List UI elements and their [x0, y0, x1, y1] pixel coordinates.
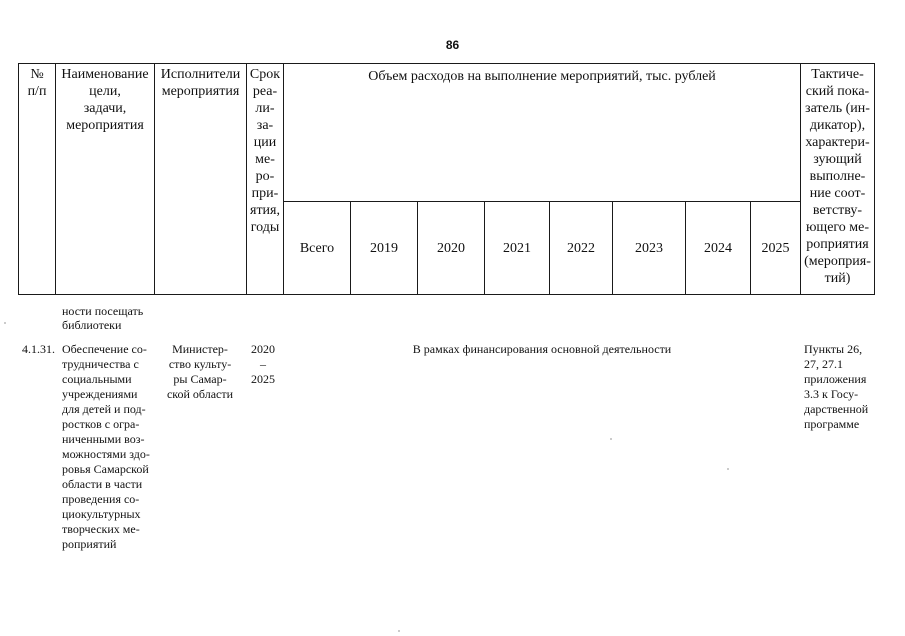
header-year: 2022: [550, 202, 613, 295]
header-year: 2024: [686, 202, 751, 295]
header-year: 2019: [351, 202, 418, 295]
row-indicator: Пункты 26, 27, 27.1 приложения 3.3 к Госу- дарственной программе: [804, 342, 869, 431]
header-indicator: Тактиче- ский пока- затель (ин- дикатор), характери- зующий выполне- ние соот- ветству- ющего ме- роприятия (мероприя- тий): [801, 64, 875, 295]
header-number: № п/п: [19, 64, 56, 295]
scan-speck: [398, 630, 400, 632]
header-year: 2025: [751, 202, 801, 295]
row-name: Обеспечение со- трудничества с социальными учреждениями для детей и под- ростков с огра- ниченными воз- можностями здо- ровья Самарской области в части проведения со- циокультурных творческих ме- роприятий: [62, 342, 150, 551]
header-expense: Объем расходов на выполнение мероприятий, тыс. рублей: [284, 64, 801, 202]
row-funding: В рамках финансирования основной деятельности: [412, 342, 672, 356]
scan-speck: [727, 468, 729, 470]
header-year: 2020: [418, 202, 485, 295]
scan-speck: [610, 438, 612, 440]
row-executor: Министер- ство культу- ры Самар- ской области: [166, 342, 234, 401]
row-number: 4.1.31.: [22, 342, 55, 356]
header-year: 2023: [613, 202, 686, 295]
header-year: 2021: [485, 202, 550, 295]
header-name: Наименование цели, задачи, мероприятия: [56, 64, 155, 295]
scan-speck: [4, 322, 6, 324]
page-number: 86: [445, 38, 460, 52]
header-term: Срок реа- ли- за- ции ме- ро- при- ятия, годы: [247, 64, 284, 295]
table-header: [18, 63, 875, 295]
header-total: Всего: [284, 202, 351, 295]
continued-text: ности посещать библиотеки: [62, 304, 144, 332]
header-executors: Исполнители мероприятия: [155, 64, 247, 295]
row-term: 2020 – 2025: [251, 342, 275, 386]
